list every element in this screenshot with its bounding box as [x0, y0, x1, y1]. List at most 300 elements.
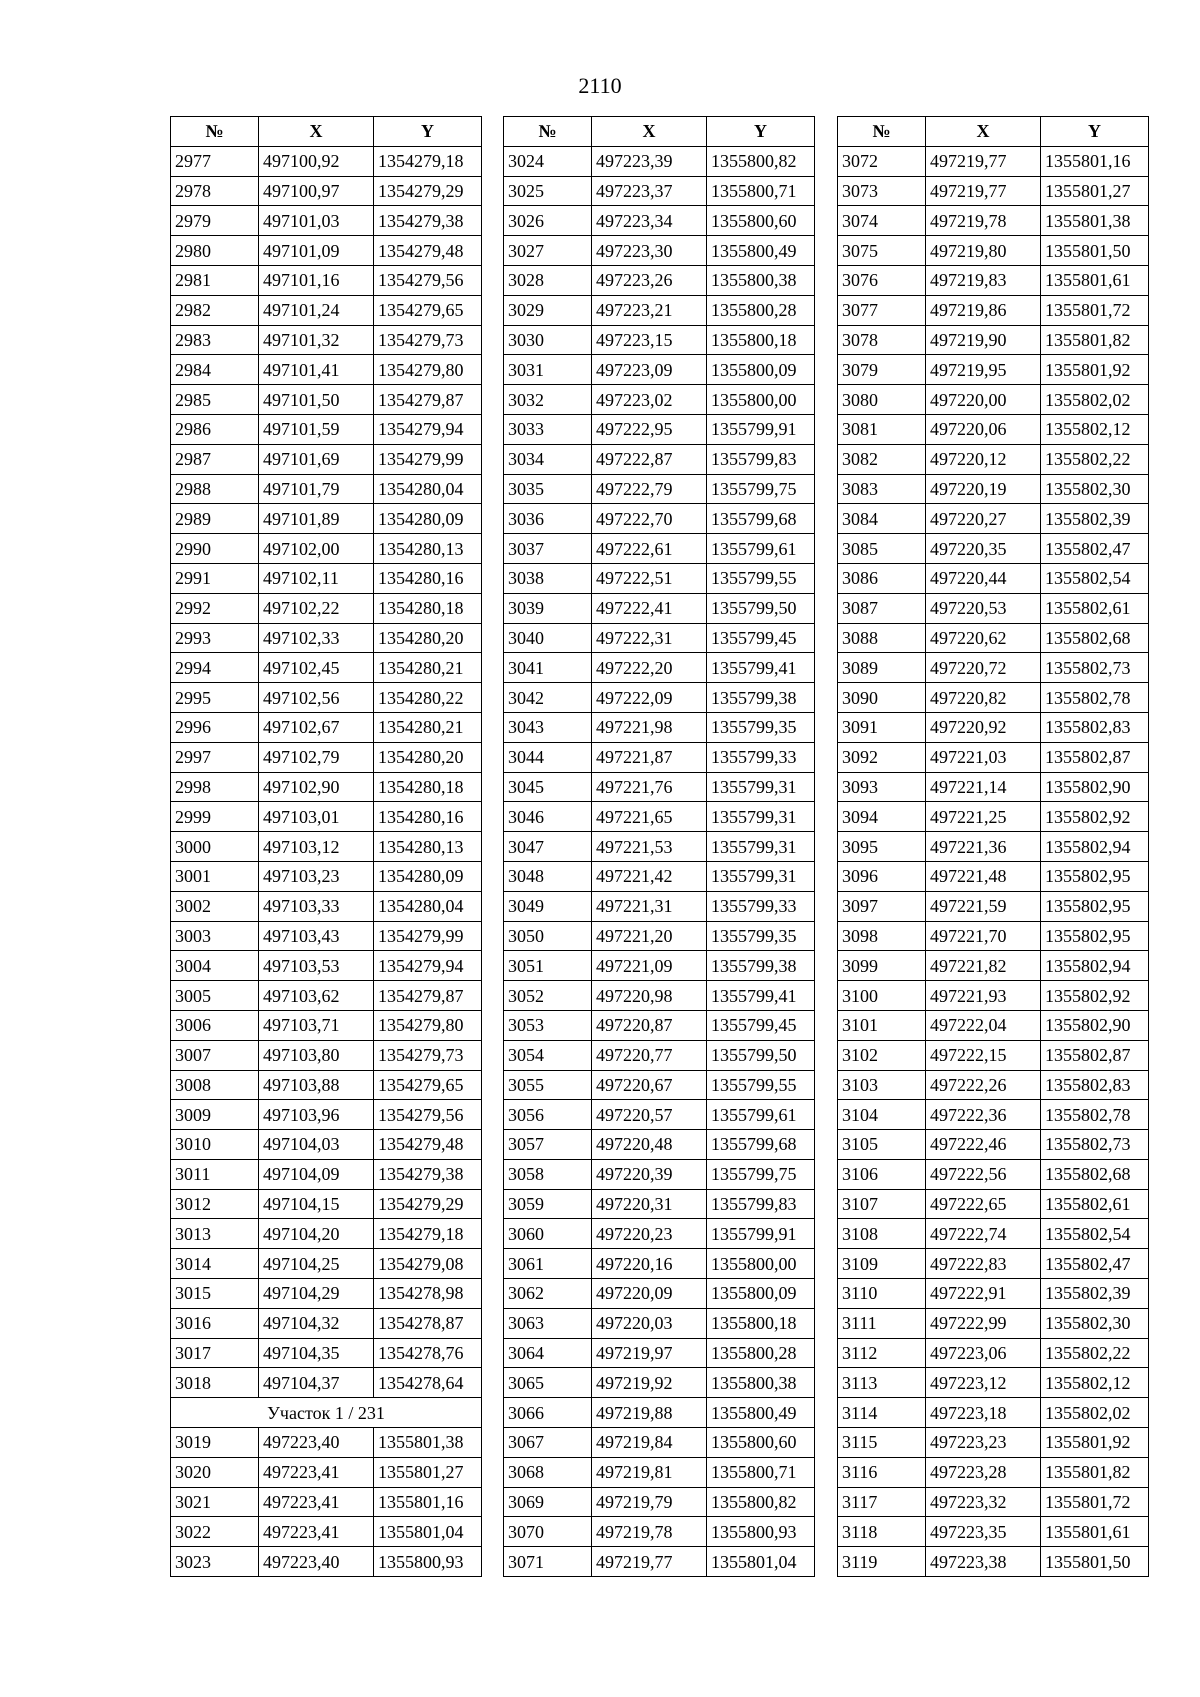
y-coordinate-cell: 1355799,41: [707, 981, 815, 1011]
y-coordinate-cell: 1354280,22: [374, 683, 482, 713]
point-number-cell: 3024: [504, 146, 592, 176]
table-row: [504, 176, 815, 206]
point-number-cell: 3061: [504, 1249, 592, 1279]
y-coordinate-cell: 1354280,20: [374, 742, 482, 772]
x-coordinate-cell: 497223,41: [259, 1517, 374, 1547]
table-row: [504, 1517, 815, 1547]
point-number-cell: 3008: [171, 1070, 259, 1100]
x-coordinate-cell: 497223,21: [592, 295, 707, 325]
table-row: [504, 861, 815, 891]
table-row: [504, 1100, 815, 1130]
table-row: [171, 1010, 482, 1040]
table-row: [504, 951, 815, 981]
y-coordinate-cell: 1355802,95: [1041, 921, 1149, 951]
point-number-cell: 3020: [171, 1457, 259, 1487]
y-coordinate-cell: 1355800,49: [707, 236, 815, 266]
point-number-cell: 3067: [504, 1428, 592, 1458]
point-number-cell: 3099: [838, 951, 926, 981]
table-row: [504, 355, 815, 385]
y-coordinate-cell: 1355799,31: [707, 832, 815, 862]
point-number-cell: 2978: [171, 176, 259, 206]
y-coordinate-cell: 1354280,04: [374, 891, 482, 921]
x-coordinate-cell: 497222,70: [592, 504, 707, 534]
table-row: [838, 1070, 1149, 1100]
x-coordinate-cell: 497103,43: [259, 921, 374, 951]
x-coordinate-cell: 497223,02: [592, 385, 707, 415]
table-row: [838, 355, 1149, 385]
x-coordinate-cell: 497221,53: [592, 832, 707, 862]
x-coordinate-cell: 497223,30: [592, 236, 707, 266]
point-number-cell: 3004: [171, 951, 259, 981]
table-row: [171, 265, 482, 295]
y-coordinate-cell: 1355800,28: [707, 295, 815, 325]
y-coordinate-cell: 1355802,78: [1041, 683, 1149, 713]
table-row: [838, 1338, 1149, 1368]
y-coordinate-cell: 1355800,93: [374, 1547, 482, 1577]
point-number-cell: 3086: [838, 563, 926, 593]
point-number-cell: 3057: [504, 1130, 592, 1160]
table-row: [171, 1308, 482, 1338]
table-row: [171, 146, 482, 176]
point-number-cell: 3117: [838, 1487, 926, 1517]
point-number-cell: 3007: [171, 1040, 259, 1070]
point-number-cell: 3108: [838, 1219, 926, 1249]
y-coordinate-cell: 1354279,56: [374, 1100, 482, 1130]
y-coordinate-cell: 1355802,92: [1041, 802, 1149, 832]
y-coordinate-cell: 1354280,18: [374, 772, 482, 802]
point-number-cell: 3111: [838, 1308, 926, 1338]
x-coordinate-cell: 497222,20: [592, 653, 707, 683]
y-coordinate-cell: 1355799,83: [707, 444, 815, 474]
point-number-cell: 2987: [171, 444, 259, 474]
x-coordinate-cell: 497222,04: [926, 1010, 1041, 1040]
x-coordinate-cell: 497103,71: [259, 1010, 374, 1040]
y-coordinate-cell: 1355801,72: [1041, 1487, 1149, 1517]
column-header-y: Y: [374, 117, 482, 147]
y-coordinate-cell: 1355801,50: [1041, 236, 1149, 266]
table-row: [504, 295, 815, 325]
x-coordinate-cell: 497220,57: [592, 1100, 707, 1130]
x-coordinate-cell: 497223,26: [592, 265, 707, 295]
table-header-row: [838, 117, 1149, 147]
x-coordinate-cell: 497220,72: [926, 653, 1041, 683]
y-coordinate-cell: 1355801,27: [1041, 176, 1149, 206]
point-number-cell: 3045: [504, 772, 592, 802]
y-coordinate-cell: 1355800,18: [707, 1308, 815, 1338]
point-number-cell: 3097: [838, 891, 926, 921]
y-coordinate-cell: 1355800,60: [707, 206, 815, 236]
table-row: [171, 1070, 482, 1100]
x-coordinate-cell: 497223,34: [592, 206, 707, 236]
table-row: [504, 1159, 815, 1189]
point-number-cell: 3015: [171, 1279, 259, 1309]
x-coordinate-cell: 497222,46: [926, 1130, 1041, 1160]
point-number-cell: 3035: [504, 474, 592, 504]
y-coordinate-cell: 1355799,33: [707, 891, 815, 921]
y-coordinate-cell: 1355800,09: [707, 1279, 815, 1309]
x-coordinate-cell: 497223,12: [926, 1368, 1041, 1398]
point-number-cell: 3072: [838, 146, 926, 176]
point-number-cell: 3031: [504, 355, 592, 385]
table-row: [504, 1219, 815, 1249]
table-row: [171, 1338, 482, 1368]
y-coordinate-cell: 1354279,38: [374, 206, 482, 236]
y-coordinate-cell: 1355802,90: [1041, 772, 1149, 802]
point-number-cell: 3096: [838, 861, 926, 891]
point-number-cell: 3118: [838, 1517, 926, 1547]
x-coordinate-cell: 497223,40: [259, 1547, 374, 1577]
x-coordinate-cell: 497102,90: [259, 772, 374, 802]
x-coordinate-cell: 497101,50: [259, 385, 374, 415]
y-coordinate-cell: 1354279,29: [374, 176, 482, 206]
y-coordinate-cell: 1355800,09: [707, 355, 815, 385]
table-row: [171, 534, 482, 564]
table-row: [171, 1487, 482, 1517]
table-row: [171, 1428, 482, 1458]
x-coordinate-cell: 497101,32: [259, 325, 374, 355]
point-number-cell: 3058: [504, 1159, 592, 1189]
y-coordinate-cell: 1355802,92: [1041, 981, 1149, 1011]
point-number-cell: 3084: [838, 504, 926, 534]
table-row: [838, 832, 1149, 862]
point-number-cell: 3006: [171, 1010, 259, 1040]
point-number-cell: 3107: [838, 1189, 926, 1219]
y-coordinate-cell: 1355802,47: [1041, 1249, 1149, 1279]
table-row: [504, 1189, 815, 1219]
y-coordinate-cell: 1354278,87: [374, 1308, 482, 1338]
y-coordinate-cell: 1355799,55: [707, 563, 815, 593]
x-coordinate-cell: 497220,16: [592, 1249, 707, 1279]
point-number-cell: 3066: [504, 1398, 592, 1428]
x-coordinate-cell: 497220,35: [926, 534, 1041, 564]
x-coordinate-cell: 497222,74: [926, 1219, 1041, 1249]
point-number-cell: 3029: [504, 295, 592, 325]
point-number-cell: 2998: [171, 772, 259, 802]
table-row: [171, 653, 482, 683]
point-number-cell: 3070: [504, 1517, 592, 1547]
point-number-cell: 3087: [838, 593, 926, 623]
point-number-cell: 3077: [838, 295, 926, 325]
y-coordinate-cell: 1355799,75: [707, 474, 815, 504]
table-row: [838, 534, 1149, 564]
point-number-cell: 2997: [171, 742, 259, 772]
table-row: [504, 563, 815, 593]
point-number-cell: 2977: [171, 146, 259, 176]
x-coordinate-cell: 497222,99: [926, 1308, 1041, 1338]
table-row: [504, 1070, 815, 1100]
point-number-cell: 2986: [171, 414, 259, 444]
point-number-cell: 3048: [504, 861, 592, 891]
x-coordinate-cell: 497223,32: [926, 1487, 1041, 1517]
y-coordinate-cell: 1354279,87: [374, 981, 482, 1011]
point-number-cell: 2980: [171, 236, 259, 266]
y-coordinate-cell: 1355802,68: [1041, 623, 1149, 653]
x-coordinate-cell: 497221,31: [592, 891, 707, 921]
table-row: [838, 236, 1149, 266]
coordinate-table-2: [503, 116, 815, 1577]
x-coordinate-cell: 497223,41: [259, 1487, 374, 1517]
point-number-cell: 3089: [838, 653, 926, 683]
point-number-cell: 2995: [171, 683, 259, 713]
table-row: [504, 414, 815, 444]
x-coordinate-cell: 497221,42: [592, 861, 707, 891]
point-number-cell: 3055: [504, 1070, 592, 1100]
x-coordinate-cell: 497223,39: [592, 146, 707, 176]
table-row: [838, 1428, 1149, 1458]
y-coordinate-cell: 1355802,22: [1041, 444, 1149, 474]
x-coordinate-cell: 497104,29: [259, 1279, 374, 1309]
table-row: [171, 951, 482, 981]
point-number-cell: 3051: [504, 951, 592, 981]
y-coordinate-cell: 1355802,68: [1041, 1159, 1149, 1189]
y-coordinate-cell: 1355802,83: [1041, 712, 1149, 742]
table-row: [838, 802, 1149, 832]
y-coordinate-cell: 1354279,18: [374, 1219, 482, 1249]
point-number-cell: 3047: [504, 832, 592, 862]
y-coordinate-cell: 1355800,49: [707, 1398, 815, 1428]
y-coordinate-cell: 1355799,35: [707, 921, 815, 951]
point-number-cell: 3088: [838, 623, 926, 653]
y-coordinate-cell: 1354279,73: [374, 1040, 482, 1070]
x-coordinate-cell: 497221,98: [592, 712, 707, 742]
y-coordinate-cell: 1355799,61: [707, 534, 815, 564]
point-number-cell: 3033: [504, 414, 592, 444]
x-coordinate-cell: 497104,20: [259, 1219, 374, 1249]
page-number: 2110: [578, 73, 622, 98]
y-coordinate-cell: 1354280,04: [374, 474, 482, 504]
y-coordinate-cell: 1355799,45: [707, 1010, 815, 1040]
point-number-cell: 3046: [504, 802, 592, 832]
x-coordinate-cell: 497102,45: [259, 653, 374, 683]
point-number-cell: 3018: [171, 1368, 259, 1398]
y-coordinate-cell: 1355801,92: [1041, 1428, 1149, 1458]
y-coordinate-cell: 1355801,16: [374, 1487, 482, 1517]
y-coordinate-cell: 1354280,13: [374, 534, 482, 564]
y-coordinate-cell: 1354279,48: [374, 236, 482, 266]
y-coordinate-cell: 1355799,91: [707, 1219, 815, 1249]
x-coordinate-cell: 497103,62: [259, 981, 374, 1011]
x-coordinate-cell: 497103,33: [259, 891, 374, 921]
table-body: [504, 146, 815, 1576]
table-row: [171, 593, 482, 623]
table-row: [171, 1279, 482, 1309]
y-coordinate-cell: 1354279,65: [374, 1070, 482, 1100]
x-coordinate-cell: 497220,48: [592, 1130, 707, 1160]
table-row: [504, 1338, 815, 1368]
point-number-cell: 3030: [504, 325, 592, 355]
table-row: [171, 921, 482, 951]
point-number-cell: 3044: [504, 742, 592, 772]
table-row: [838, 265, 1149, 295]
y-coordinate-cell: 1355799,38: [707, 683, 815, 713]
table-row: [504, 712, 815, 742]
table-row: [504, 981, 815, 1011]
table-row: [504, 891, 815, 921]
table-row: [838, 683, 1149, 713]
x-coordinate-cell: 497223,28: [926, 1457, 1041, 1487]
column-header-y: Y: [707, 117, 815, 147]
x-coordinate-cell: 497222,91: [926, 1279, 1041, 1309]
table-row: [171, 1219, 482, 1249]
table-row: [838, 1487, 1149, 1517]
table-row: [838, 1130, 1149, 1160]
y-coordinate-cell: 1355800,18: [707, 325, 815, 355]
x-coordinate-cell: 497101,24: [259, 295, 374, 325]
point-number-cell: 2983: [171, 325, 259, 355]
x-coordinate-cell: 497219,78: [592, 1517, 707, 1547]
y-coordinate-cell: 1354279,94: [374, 414, 482, 444]
point-number-cell: 3080: [838, 385, 926, 415]
table-row: [838, 623, 1149, 653]
y-coordinate-cell: 1355802,73: [1041, 653, 1149, 683]
point-number-cell: 3079: [838, 355, 926, 385]
section-label: Участок 1 / 231: [171, 1398, 482, 1428]
x-coordinate-cell: 497104,15: [259, 1189, 374, 1219]
x-coordinate-cell: 497102,00: [259, 534, 374, 564]
point-number-cell: 3093: [838, 772, 926, 802]
point-number-cell: 2993: [171, 623, 259, 653]
point-number-cell: 3043: [504, 712, 592, 742]
y-coordinate-cell: 1355802,54: [1041, 1219, 1149, 1249]
point-number-cell: 3071: [504, 1547, 592, 1577]
table-row: [171, 1040, 482, 1070]
x-coordinate-cell: 497221,36: [926, 832, 1041, 862]
point-number-cell: 3081: [838, 414, 926, 444]
point-number-cell: 3065: [504, 1368, 592, 1398]
x-coordinate-cell: 497219,78: [926, 206, 1041, 236]
column-header-y: Y: [1041, 117, 1149, 147]
table-row: [171, 1457, 482, 1487]
y-coordinate-cell: 1354279,73: [374, 325, 482, 355]
y-coordinate-cell: 1355801,04: [374, 1517, 482, 1547]
point-number-cell: 3069: [504, 1487, 592, 1517]
table-row: [171, 206, 482, 236]
point-number-cell: 3083: [838, 474, 926, 504]
table-row: [171, 444, 482, 474]
x-coordinate-cell: 497103,80: [259, 1040, 374, 1070]
y-coordinate-cell: 1355799,91: [707, 414, 815, 444]
table-header-row: [504, 117, 815, 147]
point-number-cell: 3021: [171, 1487, 259, 1517]
y-coordinate-cell: 1355799,41: [707, 653, 815, 683]
x-coordinate-cell: 497220,09: [592, 1279, 707, 1309]
table-row: [838, 981, 1149, 1011]
x-coordinate-cell: 497104,35: [259, 1338, 374, 1368]
y-coordinate-cell: 1354279,65: [374, 295, 482, 325]
point-number-cell: 3059: [504, 1189, 592, 1219]
x-coordinate-cell: 497221,82: [926, 951, 1041, 981]
x-coordinate-cell: 497221,25: [926, 802, 1041, 832]
x-coordinate-cell: 497101,69: [259, 444, 374, 474]
y-coordinate-cell: 1354280,21: [374, 653, 482, 683]
x-coordinate-cell: 497223,35: [926, 1517, 1041, 1547]
table-row: [838, 891, 1149, 921]
point-number-cell: 3060: [504, 1219, 592, 1249]
x-coordinate-cell: 497104,37: [259, 1368, 374, 1398]
x-coordinate-cell: 497222,83: [926, 1249, 1041, 1279]
point-number-cell: 3038: [504, 563, 592, 593]
column-header-number: №: [504, 117, 592, 147]
table-row: [171, 563, 482, 593]
y-coordinate-cell: 1355799,75: [707, 1159, 815, 1189]
point-number-cell: 3109: [838, 1249, 926, 1279]
x-coordinate-cell: 497222,95: [592, 414, 707, 444]
point-number-cell: 3014: [171, 1249, 259, 1279]
table-row: [504, 474, 815, 504]
point-number-cell: 3115: [838, 1428, 926, 1458]
y-coordinate-cell: 1355799,45: [707, 623, 815, 653]
x-coordinate-cell: 497102,33: [259, 623, 374, 653]
point-number-cell: 2984: [171, 355, 259, 385]
table-row: [171, 236, 482, 266]
table-row: [504, 1428, 815, 1458]
point-number-cell: 3075: [838, 236, 926, 266]
y-coordinate-cell: 1355801,61: [1041, 1517, 1149, 1547]
point-number-cell: 3011: [171, 1159, 259, 1189]
y-coordinate-cell: 1354280,09: [374, 861, 482, 891]
y-coordinate-cell: 1354279,08: [374, 1249, 482, 1279]
y-coordinate-cell: 1354279,56: [374, 265, 482, 295]
y-coordinate-cell: 1355802,02: [1041, 385, 1149, 415]
y-coordinate-cell: 1355801,38: [1041, 206, 1149, 236]
table-row: [504, 444, 815, 474]
point-number-cell: 3009: [171, 1100, 259, 1130]
table-row: [171, 623, 482, 653]
y-coordinate-cell: 1355802,90: [1041, 1010, 1149, 1040]
point-number-cell: 3022: [171, 1517, 259, 1547]
y-coordinate-cell: 1355800,28: [707, 1338, 815, 1368]
point-number-cell: 3037: [504, 534, 592, 564]
point-number-cell: 3076: [838, 265, 926, 295]
x-coordinate-cell: 497219,88: [592, 1398, 707, 1428]
x-coordinate-cell: 497223,09: [592, 355, 707, 385]
x-coordinate-cell: 497220,06: [926, 414, 1041, 444]
point-number-cell: 3116: [838, 1457, 926, 1487]
y-coordinate-cell: 1355799,31: [707, 802, 815, 832]
x-coordinate-cell: 497103,23: [259, 861, 374, 891]
point-number-cell: 3062: [504, 1279, 592, 1309]
y-coordinate-cell: 1355799,50: [707, 1040, 815, 1070]
y-coordinate-cell: 1355802,22: [1041, 1338, 1149, 1368]
table-row: [838, 1279, 1149, 1309]
y-coordinate-cell: 1355799,31: [707, 861, 815, 891]
x-coordinate-cell: 497221,14: [926, 772, 1041, 802]
column-header-number: №: [171, 117, 259, 147]
y-coordinate-cell: 1355802,83: [1041, 1070, 1149, 1100]
coordinate-table-1: [170, 116, 482, 1577]
point-number-cell: 3003: [171, 921, 259, 951]
x-coordinate-cell: 497222,09: [592, 683, 707, 713]
y-coordinate-cell: 1355802,61: [1041, 593, 1149, 623]
table-row: [504, 1457, 815, 1487]
x-coordinate-cell: 497219,80: [926, 236, 1041, 266]
table-row: [171, 504, 482, 534]
x-coordinate-cell: 497100,92: [259, 146, 374, 176]
x-coordinate-cell: 497220,44: [926, 563, 1041, 593]
point-number-cell: 3090: [838, 683, 926, 713]
table-row: [504, 1249, 815, 1279]
y-coordinate-cell: 1354279,48: [374, 1130, 482, 1160]
point-number-cell: 3095: [838, 832, 926, 862]
y-coordinate-cell: 1355799,61: [707, 1100, 815, 1130]
point-number-cell: 3019: [171, 1428, 259, 1458]
table-row: [504, 1398, 815, 1428]
table-row: [504, 504, 815, 534]
y-coordinate-cell: 1355799,68: [707, 1130, 815, 1160]
x-coordinate-cell: 497220,12: [926, 444, 1041, 474]
y-coordinate-cell: 1354280,18: [374, 593, 482, 623]
x-coordinate-cell: 497220,31: [592, 1189, 707, 1219]
